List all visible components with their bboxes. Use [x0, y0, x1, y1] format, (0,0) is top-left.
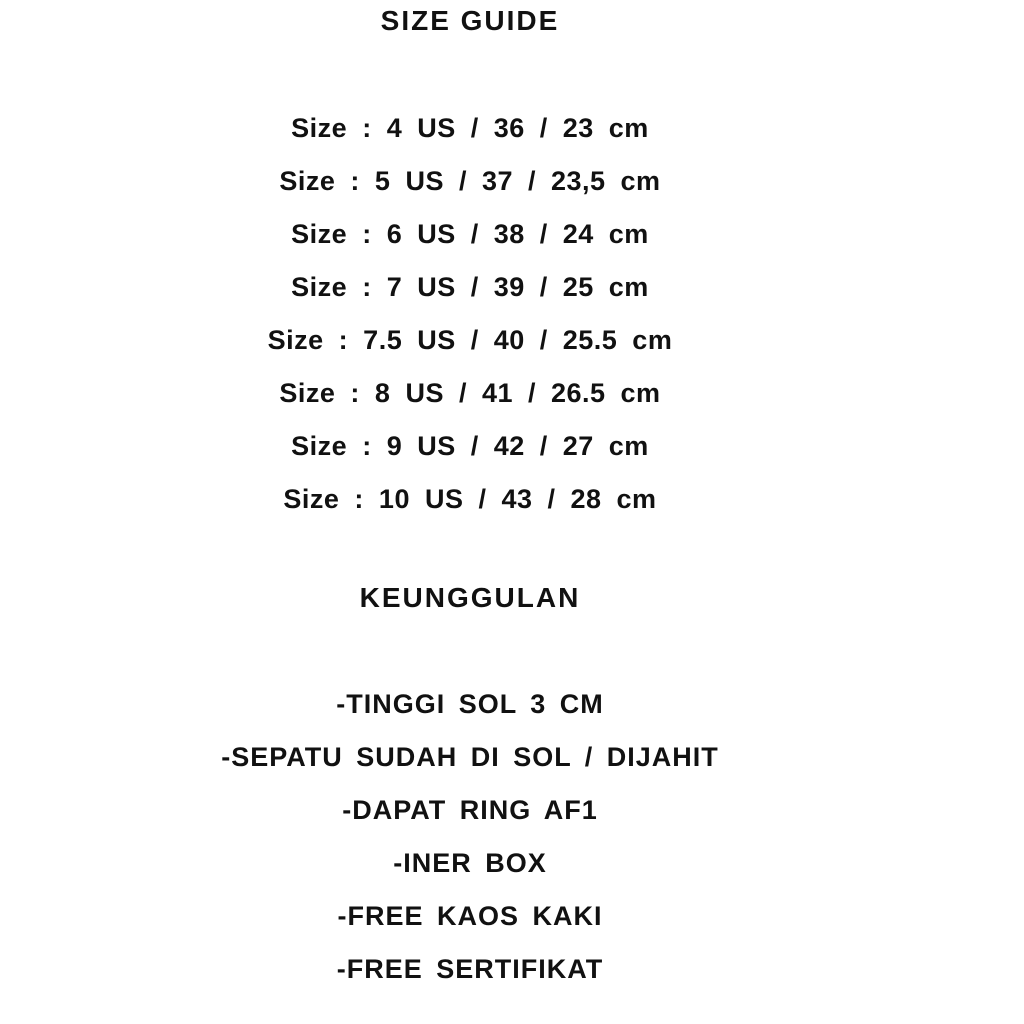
size-row: Size : 4 US / 36 / 23 cm — [291, 113, 649, 143]
size-row: Size : 5 US / 37 / 23,5 cm — [279, 166, 661, 196]
size-row: Size : 8 US / 41 / 26.5 cm — [279, 378, 661, 408]
page-title: SIZE GUIDE — [380, 5, 560, 36]
size-row: Size : 7.5 US / 40 / 25.5 cm — [267, 325, 673, 355]
feature-item: -DAPAT RING AF1 — [342, 795, 598, 825]
feature-item: -INER BOX — [393, 848, 547, 878]
size-row: Size : 6 US / 38 / 24 cm — [291, 219, 649, 249]
size-row: Size : 10 US / 43 / 28 cm — [283, 484, 657, 514]
size-row: Size : 9 US / 42 / 27 cm — [291, 431, 649, 461]
feature-item: -TINGGI SOL 3 CM — [336, 689, 604, 719]
size-list — [0, 102, 940, 526]
size-row: Size : 7 US / 39 / 25 cm — [291, 272, 649, 302]
feature-item: -FREE SERTIFIKAT — [336, 954, 604, 984]
feature-item: -SEPATU SUDAH DI SOL / DIJAHIT — [221, 742, 719, 772]
feature-list — [0, 678, 940, 996]
section-heading-keunggulan: KEUNGGULAN — [359, 581, 581, 613]
feature-item: -FREE KAOS KAKI — [337, 901, 603, 931]
